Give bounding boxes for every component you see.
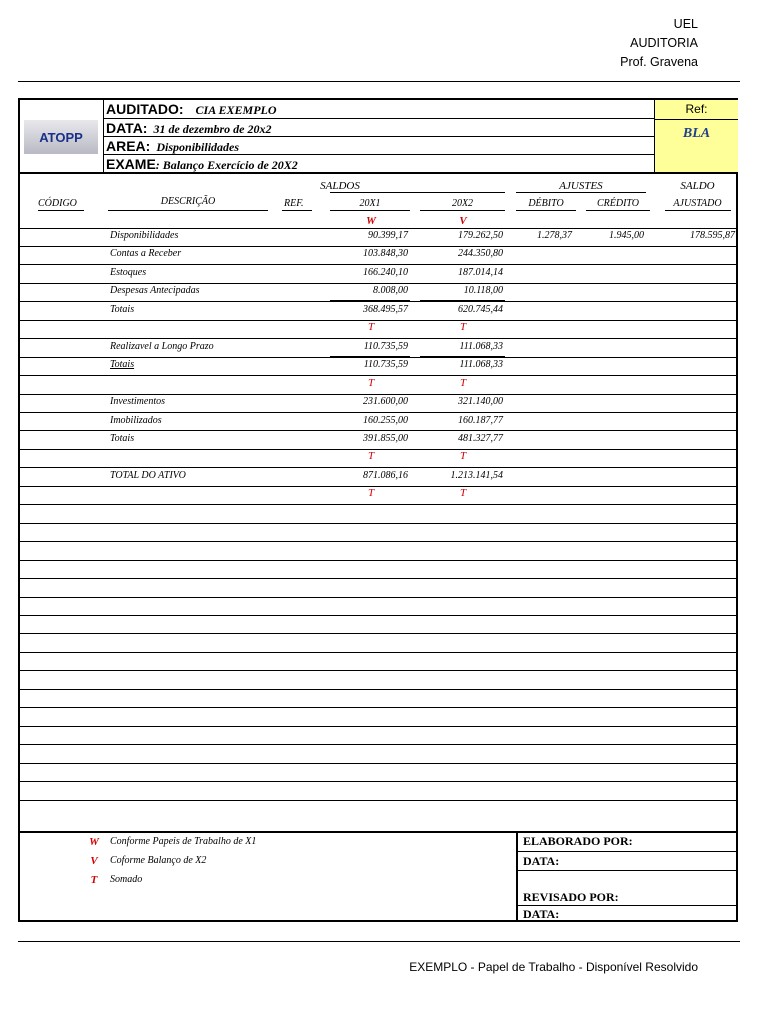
row-value-20x1: 391.855,00 [363, 432, 408, 444]
header-professor: Prof. Gravena [620, 55, 698, 69]
legend-symbol-icon: W [89, 836, 99, 848]
area-label: AREA: [106, 138, 151, 154]
row-value-credito: 1.945,00 [609, 230, 644, 241]
row-value-20x2: 481.327,77 [458, 432, 503, 444]
row-value-debito: 1.278,37 [537, 230, 572, 241]
ruled-line [20, 283, 736, 284]
revisado-line [518, 905, 738, 906]
ref-value: BLA [682, 126, 711, 141]
row-description: TOTAL DO ATIVO [110, 469, 186, 481]
header-ajustes: AJUSTES [559, 180, 603, 192]
exame-value: : Balanço Exercício de 20X2 [155, 158, 298, 172]
debito-underline [516, 210, 576, 211]
row-value-20x2: 160.187,77 [458, 414, 503, 426]
ruled-line [20, 504, 736, 505]
footer-text: EXEMPLO - Papel de Trabalho - Disponível Resolvido [409, 960, 698, 974]
row-value-20x1: 166.240,10 [363, 266, 408, 278]
ruled-line [20, 781, 736, 782]
row-value-20x1: 8.008,00 [373, 285, 408, 297]
header-20x1: 20X1 [359, 198, 381, 209]
descricao-underline [108, 210, 268, 211]
header-codigo: CÓDIGO [38, 198, 77, 209]
row-description: Realizavel a Longo Prazo [110, 340, 214, 352]
total-underline [330, 300, 410, 301]
auditado-value: CIA EXEMPLO [195, 103, 277, 117]
row-description: Totais [110, 303, 135, 315]
ref-cell [654, 100, 738, 173]
total-underline [330, 356, 410, 357]
mark-v-icon: V [459, 215, 467, 227]
total-underline [420, 430, 505, 431]
ruled-line [20, 744, 736, 745]
header-institution: UEL [673, 17, 698, 31]
ruled-line [20, 707, 736, 708]
legend-text: Conforme Papeis de Trabalho de X1 [110, 836, 257, 847]
ruled-line [20, 357, 736, 358]
data-value: 31 de dezembro de 20x2 [153, 122, 272, 136]
row-description: Disponibilidades [110, 230, 179, 241]
footer-vertical-divider [516, 832, 518, 922]
ruled-line [20, 246, 736, 247]
row-description: Despesas Antecipadas [110, 285, 200, 297]
atopp-logo [24, 120, 98, 154]
mark-t-icon: T [367, 487, 375, 500]
header-saldo: SALDO [680, 180, 715, 192]
ruled-line [20, 689, 736, 690]
ajustado-underline [665, 210, 731, 211]
exame-label: EXAME [106, 156, 156, 172]
legend-text: Somado [110, 874, 143, 885]
row-description: Totais [110, 359, 135, 371]
mark-t-icon: T [459, 376, 467, 389]
mark-t-icon: T [367, 321, 375, 334]
row-value-20x1: 90.399,17 [368, 230, 408, 241]
ruled-line [20, 173, 736, 174]
ruled-line [20, 541, 736, 542]
elaborado-line [518, 851, 738, 852]
row-value-20x1: 160.255,00 [363, 414, 408, 426]
auditado-label: AUDITADO: [106, 101, 184, 117]
header-ref: REF. [284, 198, 304, 209]
exame-row [104, 155, 654, 173]
row-description: Imobilizados [110, 414, 162, 426]
row-description: Totais [110, 432, 135, 444]
row-value-20x2: 187.014,14 [458, 266, 503, 278]
row-value-20x2: 1.213.141,54 [450, 469, 503, 481]
row-value-20x2: 244.350,80 [458, 248, 503, 260]
header-descricao: DESCRIÇÃO [160, 196, 216, 207]
footer-divider [20, 831, 736, 833]
ruled-line [20, 578, 736, 579]
header-course: AUDITORIA [630, 36, 698, 50]
row-value-20x1: 871.086,16 [363, 469, 408, 481]
x2-underline [420, 210, 505, 211]
ruled-line [20, 523, 736, 524]
logo-cell [20, 100, 104, 173]
ruled-line [20, 763, 736, 764]
elaborado-label: ELABORADO POR: [523, 834, 633, 848]
header-saldos: SALDOS [320, 180, 360, 192]
row-value-20x1: 103.848,30 [363, 248, 408, 260]
revisado-label: REVISADO POR: [523, 890, 619, 904]
row-value-20x2: 111.068,33 [459, 340, 503, 352]
legend-text: Coforme Balanço de X2 [110, 855, 207, 866]
ruled-line [20, 652, 736, 653]
legend-symbol-icon: V [90, 855, 98, 867]
ref-underline [282, 210, 312, 211]
ruled-line [20, 633, 736, 634]
mark-t-icon: T [367, 376, 375, 389]
row-value-20x2: 179.262,50 [458, 230, 503, 241]
credito-underline [586, 210, 650, 211]
row-value-ajustado: 178.595,87 [690, 230, 735, 241]
area-value: Disponibilidades [156, 140, 240, 154]
ruled-line [20, 726, 736, 727]
saldos-underline [330, 192, 505, 193]
row-description: Investimentos [110, 396, 165, 408]
ruled-line [20, 467, 736, 468]
codigo-underline [38, 210, 84, 211]
row-description: Contas a Receber [110, 248, 182, 260]
row-value-20x2: 620.745,44 [458, 303, 503, 315]
row-value-20x1: 110.735,59 [363, 359, 408, 371]
data1-line [518, 870, 738, 871]
ref-label: Ref: [655, 100, 738, 120]
header-debito: DÉBITO [528, 198, 564, 209]
ruled-line [20, 394, 736, 395]
bottom-divider [18, 941, 740, 942]
row-value-20x1: 231.600,00 [363, 396, 408, 408]
legend-symbol-icon: T [90, 874, 98, 886]
mark-t-icon: T [367, 450, 375, 463]
ruled-line [20, 670, 736, 671]
mark-t-icon: T [459, 321, 467, 334]
ajustes-underline [516, 192, 646, 193]
ruled-line [20, 338, 736, 339]
ruled-line [20, 412, 736, 413]
ruled-line [20, 597, 736, 598]
header-credito: CRÉDITO [596, 198, 640, 209]
mark-w-icon: W [366, 215, 376, 227]
data2-label: DATA: [523, 907, 560, 921]
data1-label: DATA: [523, 854, 560, 868]
row-value-20x2: 321.140,00 [458, 396, 503, 408]
auditado-row [104, 100, 654, 119]
ruled-line [20, 228, 736, 229]
header-block [620, 15, 698, 72]
header-20x2: 20X2 [451, 198, 474, 209]
ruled-line [20, 560, 736, 561]
total-underline [420, 356, 505, 357]
mark-t-icon: T [459, 450, 467, 463]
row-description: Estoques [110, 266, 147, 278]
x1-underline [330, 210, 410, 211]
logo-text: ATOPP [39, 129, 83, 145]
area-row [104, 137, 654, 155]
data-label: DATA: [106, 120, 148, 136]
worksheet [18, 98, 738, 922]
mark-t-icon: T [459, 487, 467, 500]
row-value-20x2: 10.118,00 [463, 285, 503, 297]
data-row [104, 119, 654, 137]
header-ajustado: AJUSTADO [673, 198, 722, 209]
row-value-20x1: 368.495,57 [363, 303, 408, 315]
ruled-line [20, 264, 736, 265]
row-value-20x2: 111.068,33 [459, 359, 503, 371]
row-value-20x1: 110.735,59 [363, 340, 408, 352]
top-divider [18, 81, 740, 82]
ruled-line [20, 800, 736, 801]
ruled-line [20, 615, 736, 616]
total-underline [330, 430, 410, 431]
total-underline [420, 300, 505, 301]
